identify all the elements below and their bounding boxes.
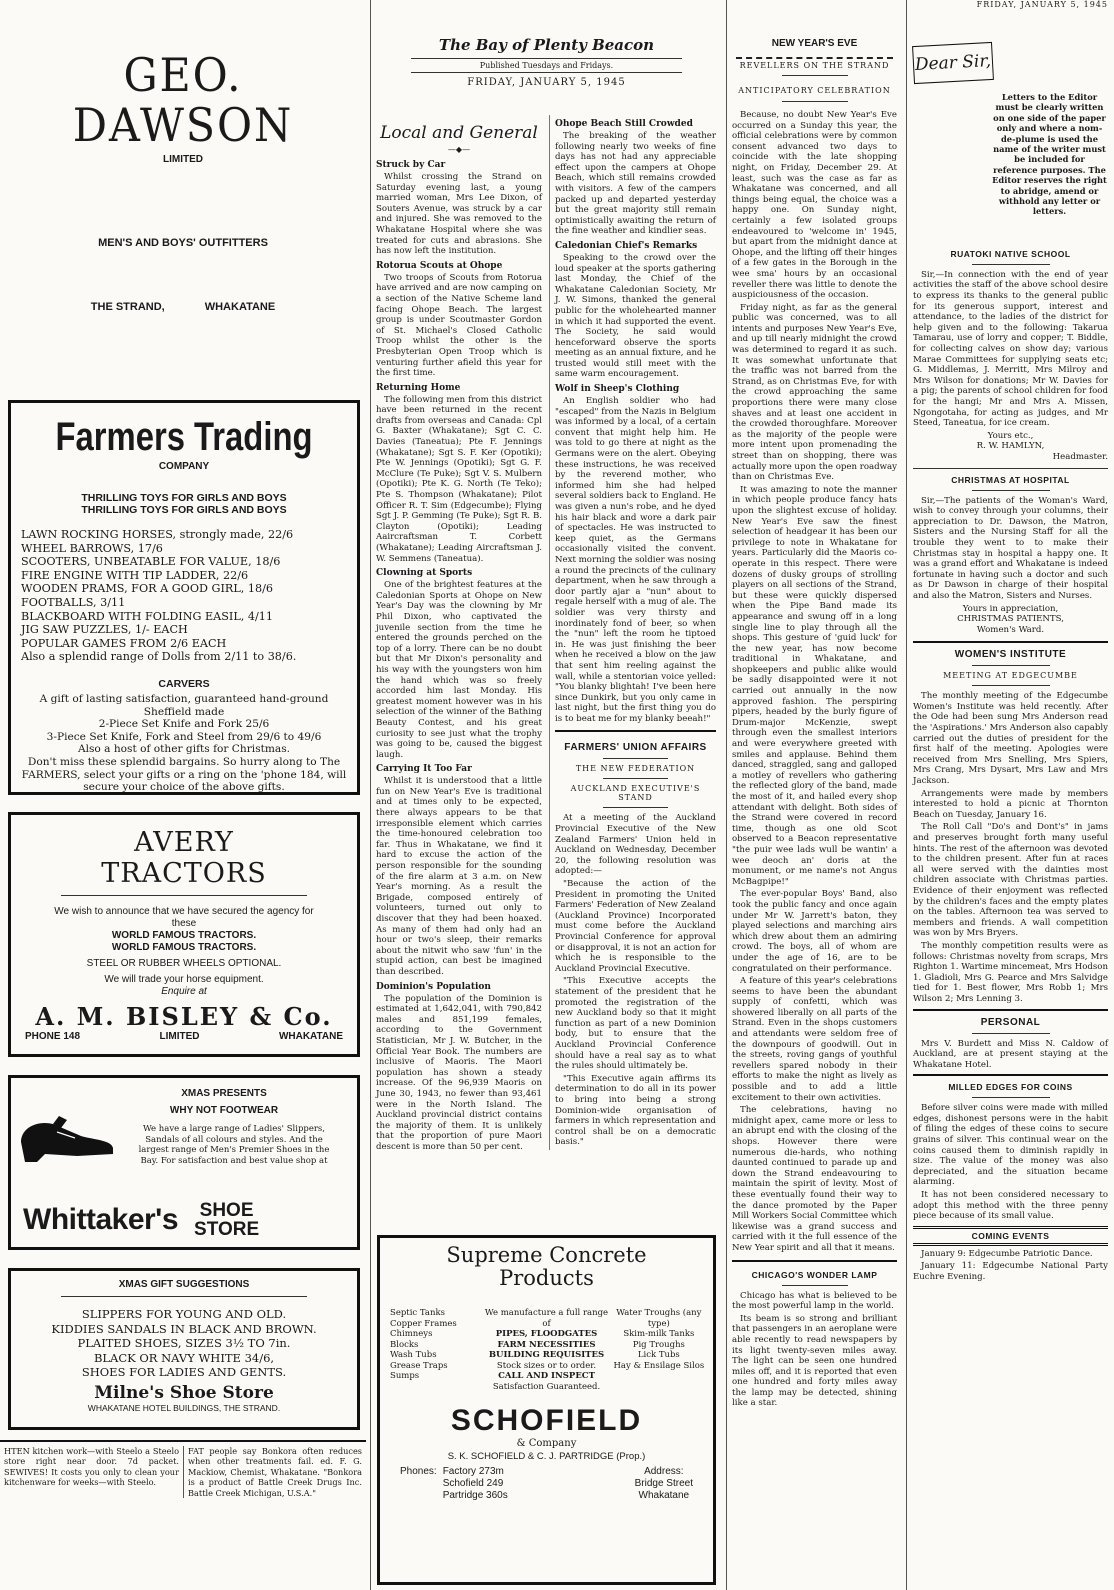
schofield-address-line: Whakatane [638, 1490, 690, 1501]
milne-head: XMAS GIFT SUGGESTIONS [61, 1279, 307, 1297]
article-body: The following men from this district have been returned in the recent drafts from overseas and Canada: Cpl G. Baxter (Whakatane); Sgt C. C. Davies (Taneatua); Pte F. Jennings (Whakatane); Sgt S. F. Ker (Opotiki); Pte W. Jennings (Opotiki); Sgt G. F. McClure (Te Puke); Sgt V. S. Mulbern (Opotiki); Pte K. G. North (Te Teko); Pte S. Thompson (Whakatane); Pilot Officer R. T. Sim (Edgecumbe); Flying Sgt J. P. Gemming (Te Puke); Sgt R. B. Clayton (Opotiki); Leading Aaircraftsman T. Corbett (Whakatane); Leading Aircraftsman J. W. Semmens (Taneatua). [376, 394, 542, 564]
whittaker-name: Whittaker's [23, 1203, 179, 1236]
milne-line: SLIPPERS FOR YOUNG AND OLD. [81, 1307, 287, 1321]
dawson-address: THE STRAND, [90, 301, 165, 313]
local-articles [376, 160, 542, 1152]
schofield-address-line: Bridge Street [634, 1478, 693, 1489]
personal-body [913, 1039, 1108, 1071]
carvers-line: 2-Piece Set Knife and Fork 25/6 [98, 718, 270, 731]
new-year-sub-1: REVELLERS ON THE STRAND [739, 61, 890, 70]
article-heading: Returning Home [376, 382, 461, 393]
farmers-item: FIRE ENGINE WITH TIP LADDER, 22/6 [21, 568, 249, 582]
farmers-item: FOOTBALLS, 3/11 [21, 595, 126, 609]
chicago-paragraph: Chicago has what is believed to be the most powerful lamp in the world. [732, 1290, 897, 1312]
ruatoki-sign-3: Headmaster. [1052, 451, 1108, 462]
header-date: FRIDAY, JANUARY 5, 1945 [976, 0, 1108, 9]
womens-sub: MEETING AT EDGECUMBE [943, 671, 1078, 681]
news-column-main [370, 0, 722, 1590]
local-general-right [549, 115, 721, 1150]
farmers-union-title: FARMERS' UNION AFFAIRS [564, 742, 707, 754]
womens-body [913, 691, 1108, 1004]
farmers-item: Also a splendid range of Dolls from 2/11 to 38/6. [21, 650, 297, 664]
paper-name: The Bay of Plenty Beacon [438, 36, 655, 54]
new-year-sub-2: ANTICIPATORY CELEBRATION [738, 86, 891, 95]
chicago-lamp [732, 1260, 897, 1410]
milne-name: Milne's Shoe Store [94, 1382, 274, 1403]
milne-line: SHOES FOR LADIES AND GENTS. [81, 1365, 287, 1379]
farmers-title: Farmers Trading [55, 415, 313, 459]
schofield-mid-line: Stock sizes or to order. [496, 1360, 597, 1371]
hospital-sign-3: Women's Ward. [976, 624, 1045, 635]
new-year-paragraph: The celebrations, having no midnight apex, came more or less to an abrupt end with the closing of the shops. However there were numerous die-hards, who nothing daunted continued to parade up and down the Strand endeavouring to maintain the spirit of levity. Most of these eventually found their way to the dance promoted by the Paper Mill Workers Social Committee which likewise was a grand success and carried with it the full essence of the New Year spirit and all that it means. [732, 1105, 897, 1253]
shoe-icon [17, 1102, 117, 1166]
article-heading: Wolf in Sheep's Clothing [555, 384, 680, 395]
article-heading: Ohope Beach Still Crowded [555, 119, 693, 129]
schofield-left-item: Chimneys [390, 1329, 433, 1339]
schofield-props: S. K. SCHOFIELD & C. J. PARTRIDGE (Prop.) [447, 1451, 646, 1462]
address-list [635, 1478, 693, 1502]
local-general-title: Local and General [380, 123, 538, 143]
title-ornament: —◆— [447, 145, 471, 154]
published-line: Published Tuesdays and Fridays. [411, 58, 682, 73]
article-heading: Dominion's Population [376, 981, 491, 992]
ruatoki-sign-2: R. W. HAMLYN, [976, 441, 1045, 452]
farmers-thrill-1: THRILLING TOYS FOR GIRLS AND BOYS [81, 492, 287, 504]
avery-line-5: We will trade your horse equipment. [104, 974, 264, 985]
article-heading: Carrying It Too Far [376, 764, 472, 775]
schofield-mid-line: BUILDING REQUISITES [488, 1350, 605, 1360]
dawson-limited: LIMITED [163, 154, 203, 165]
schofield-left-item: Grease Traps [390, 1360, 448, 1371]
letters-column [906, 0, 1114, 1590]
schofield-right-item: Lick Tubs [637, 1350, 680, 1360]
avery-line-6: Enquire at [161, 986, 207, 997]
whittaker-shoe: SHOE [199, 1200, 254, 1221]
article-body: One of the brightest features at the Caledonian Sports at Ohope on New Year's Day was the clowning by Mr Phil Dixon, who captivated the juvenile section from the time he entered the grounds perched on the top of a lorry. There can be no doubt but that Mr Dixon's personality and his way with the youngsters won him the hand which was so freely accorded him last Monday. His greatest moment however was in his selection of the winner of the Bathing Beauty Contest, and his great curiosity to see just what the trophy was going to be, caused the biggest laugh. [376, 580, 542, 760]
ruatoki-title: RUATOKI NATIVE SCHOOL [950, 248, 1071, 259]
schofield-phone: Factory 273m [442, 1466, 504, 1477]
farmers-item: SCOOTERS, UNBEATABLE FOR VALUE, 18/6 [21, 555, 281, 569]
address-label: Address: [644, 1466, 684, 1477]
whittaker-head-2: WHY NOT FOOTWEAR [169, 1105, 279, 1116]
farmers-union-sub-1: THE NEW FEDERATION [575, 764, 696, 774]
carvers-items [21, 693, 347, 794]
chicago-title: CHICAGO'S WONDER LAMP [751, 1269, 878, 1280]
whittaker-store: STORE [194, 1219, 260, 1240]
schofield-products-left [386, 1308, 482, 1392]
schofield-phone: Partridge 360s [442, 1490, 508, 1501]
avery-town: WHAKATANE [278, 1031, 343, 1042]
schofield-mid-line: PIPES, FLOODGATES [495, 1329, 598, 1339]
carvers-line: A gift of lasting satisfaction, guaranteed hand-ground Sheffield made [39, 692, 329, 718]
womens-paragraph: The Roll Call "Do's and Dont's" in jams and preserves brought forth many useful hints. The rest of the afternoon was devoted to the children present. After fun at races all were served with the dainties most children associate with Christmas parties. Evidence of their enjoyment was reflected by the children's faces and the empty plates on the tables. Afternoon tea was served to members and friends. A wall competition was won by Mrs Bryers. [913, 822, 1108, 939]
article-heading: Struck by Car [376, 160, 446, 170]
small-ads [0, 1440, 366, 1500]
dawson-name: GEO. DAWSON [72, 48, 294, 152]
carvers-line: Don't miss these splendid bargains. So hurry along to The FARMERS, select your gifts or a ring on the 'phone 184, will secure your choice of the above gifts. [21, 755, 347, 794]
milne-line: PLAITED SHOES, SIZES 3½ TO 7in. [77, 1336, 291, 1350]
farmers-thrill-2: THRILLING TOYS FOR GIRLS AND BOYS [81, 504, 287, 516]
schofield-left-item: Blocks [390, 1339, 419, 1350]
whittaker-head-1: XMAS PRESENTS [181, 1088, 267, 1099]
schofield-mid-line: We manufacture a full range of [484, 1308, 609, 1329]
avery-line-1: We wish to announce that we have secured the agency for these [54, 906, 314, 929]
hospital-paragraph: Sir,—The patients of the Woman's Ward, wish to convey through your columns, their appreciation to Dr. Dawson, the Matron, Sisters and the Nursing Staff for all the trouble they went to to make their Christmas stay in hospital a happy one. It was a grand effort and Whakatane is indeed fortunate in having such a doctor and such as Dr Dawson in charge of their hospital and also the Matron, Sisters and Nurses. [913, 495, 1108, 601]
events-title: COMING EVENTS [971, 1230, 1050, 1241]
ruatoki-body [913, 270, 1108, 429]
phones-label: Phones: [400, 1466, 437, 1477]
article-body: The breaking of the weather following nearly two weeks of fine days has not had any appreciable effect upon the campers at Ohope Beach, which still remains crowded with visitors. A few of the campers packed up and departed yesterday but the great majority still remain optimistically awaiting the return of the fine weather and kindlier seas. [555, 131, 716, 237]
event-item: January 11: Edgecumbe National Party Euchre Evening. [913, 1261, 1108, 1282]
schofield-title-1: Supreme Concrete [446, 1243, 647, 1267]
farmers-item: JIG SAW PUZZLES, 1/- EACH [21, 623, 188, 637]
avery-limited: LIMITED [159, 1031, 200, 1042]
farmers-carvers: CARVERS [158, 677, 210, 690]
farmers-union-sub-2: AUCKLAND EXECUTIVE'S STAND [570, 784, 701, 803]
schofield-left-item: Sumps [390, 1371, 420, 1381]
carvers-line: Also a host of other gifts for Christmas. [77, 743, 291, 756]
coins-paragraph: Before silver coins were made with milled edges, dishonest persons were in the habit of filing the edges of these coins to secure grains of silver. This continual wear on the coins caused them to diminish rapidly in size. The value of the money was also depreciated, and the situation became alarming. [913, 1103, 1108, 1188]
farmers-union-paragraph: "This Executive accepts the statement of the president that he promoted the registration of the new Auckland body so that it might function as part of a new Dominion body, but to ensure that the Auckland Provincial Conference should have a real say as to what the rules should ultimately be. [555, 976, 716, 1072]
farmers-union-paragraph: At a meeting of the Auckland Provincial Executive of the New Zealand Farmers' Union held in Auckland on Wednesday, December 20, the following resolution was adopted:— [555, 813, 716, 877]
womens-title: WOMEN'S INSTITUTE [954, 649, 1067, 661]
ads-column [0, 0, 366, 1590]
article-heading: Caledonian Chief's Remarks [555, 240, 698, 251]
farmers-item: POPULAR GAMES FROM 2/6 EACH [21, 636, 227, 650]
schofield-products-right [611, 1308, 707, 1392]
ruatoki-sign-1: Yours etc., [987, 430, 1034, 441]
schofield-mid-line: FARM NECESSITIES [497, 1339, 596, 1350]
schofield-company: & Company [516, 1438, 577, 1449]
farmers-union-paragraph: "Because the action of the President in promoting the United Farmers' Federation of New Zealand (Auckland Province) Incorporated must come before the Auckland Provincial Conference for approval or disapproval, it is not an action for which he is responsible to the Auckland Provincial Executive. [555, 879, 716, 974]
article-body: An English soldier who had "escaped" from the Nazis in Belgium was informed by a local, of a certain convent that might help him. He was told to go there at night as the Germans were on the alert. Obeying these instructions, he was received by the reverend mother, who informed him she had helped several soldiers back to England. He was given a nun's robe, and he dyed his hair black and wore a dark pair of spectacles. He was instructed to keep quiet, as the Germans occasionally visited the convent. Next morning the soldier was nosing a round the precincts of the culinary department, when he saw through a door partly ajar a "nun" about to regale herself with a mug of ale. The soldier was very thirsty and inordinately fond of beer, so when the "nun" left the room he tiptoed in. He was just finishing the beer when he received a blow on the jaw that sent him reeling against the wall, while a stentorian voice yelled: "You blanky blightah! I've been here since Dunkirk, but you only came in last night, but the first thing you do is to beat me for my blanky beeah!" [555, 396, 716, 724]
whittaker-shoe-ad [8, 1075, 360, 1250]
dear-sir-script: Dear Sir, [912, 42, 994, 84]
chicago-body [732, 1291, 897, 1410]
avery-tractors-ad [8, 812, 360, 1057]
milne-items [21, 1307, 347, 1380]
avery-title: AVERY TRACTORS [61, 827, 307, 896]
new-year-paragraph: The ever-popular Boys' Band, also took the public fancy and once again under Mr W. Jarrett's baton, they played selections and marching airs which drew about them an admiring crowd. The boys, all of whom are under the age of 16, are to be congratulated on their performance. [732, 889, 897, 974]
farmers-items [21, 528, 347, 664]
schofield-ad [377, 1235, 716, 1585]
schofield-left-item: Copper Frames [390, 1318, 457, 1329]
farmers-item: WOODEN PRAMS, FOR A GOOD GIRL, 18/6 [21, 582, 273, 596]
hospital-sign-2: CHRISTMAS PATIENTS, [957, 614, 1064, 625]
new-year-paragraph: It was amazing to note the manner in which people produce fancy hats upon the slightest excuse of holiday. New Year's Eve saw the finest selection of headgear it has been our privilege to note in Whakatane for years. Particularly did the Maoris co-operate in this respect. There were dozens of dusky groups of strolling players on all sections of the Strand, but these were quickly dispersed when the Pipe Band made its appearance and swung off in a long single line to play through all the shops. This gesture of 'guid luck' for the new year, has now become traditional in Whakatane, and shopkeepers and public alike would be sadly disappointed were it not carried out annually in the now approved fashion. The perspiring pipers, headed by the burly figure of Drum-major McKenzie, swept through even the smallest interiors and were everywhere greeted with smiles and applause. Behind them danced, straggled, sang and galloped a motley of revellers who gathering the reflected glory of the band, made the most of it, and hailed every shop attendant with delight. Both sides of the Strand were covered in record time, though as one old Scot observed to a Beacon representative "the puir wee lads wull be wantin' a wee deoch an' doris at the monument, or me name's not Angus McBagpipe!" [732, 484, 897, 887]
dawson-ad [4, 50, 362, 350]
bonkora-ad: FAT people say Bonkora often reduces when other treatments fail. ed. F. G. Mackiow, Chemist, Whakatane. "Bonkora is a product of Battle Creek Drugs Inc. Battle Creek Michigan, U.S.A." [183, 1446, 366, 1498]
article-body: The population of the Dominion is estimated at 1,642,041, with 790,842 males and 851,199 females, according to the Government Statistician, Mr J. W. Butcher, in the Official Year Book. The numbers are inclusive of Maoris. The Maori population has shown a steady increase. Of the 96,939 Maoris on June 30, 1943, no fewer than 93,461 were in the North Island. The Auckland provincial district contains the majority of them. It is unlikely that the proportion of pure Maori descent is more than 50 per cent. [376, 993, 542, 1152]
schofield-title-2: Products [499, 1266, 594, 1290]
farmers-company: COMPANY [158, 461, 210, 472]
schofield-right-item: Skim-milk Tanks [623, 1329, 695, 1339]
steelo-ad: HTEN kitchen work—with Steelo a Steelo store right near door. 7d packet. SEWIVES! It costs you only to clean your kitchenware for weeks—with Steelo. [4, 1446, 179, 1488]
hospital-sign-1: Yours in appreciation, [962, 603, 1059, 614]
dawson-tagline: MEN'S AND BOYS' OUTFITTERS [98, 237, 268, 249]
letters-note: Letters to the Editor must be clearly written on one side of the paper only and where a nom-de-plume is used the name of the writer must be included for reference purposes. The Editor reserves the right to abridge, amend or withhold any letter or letters. [992, 92, 1107, 217]
farmers-trading-ad [8, 400, 360, 795]
coins-body [913, 1103, 1108, 1222]
article-body: Whilst it is understood that a little fun on New Year's Eve is traditional and at times only to be expected, there always appears to be that irresponsible element which carries the time-honoured celebration too far. Thus in Whakatane, we find it hard to excuse the action of the person responsible for the sounding of the fire alarm at 3 a.m. on New Year's morning. As a result the Brigade, composed entirely of volunteers, turned out only to discover that they had been hoaxed. As many of them had only had an hour or two's sleep, their remarks about the nitwit who saw 'fun' in the stupid action, can best be imagined than described. [376, 776, 542, 977]
new-year-title: NEW YEAR'S EVE [771, 38, 858, 49]
milne-shoe-ad [8, 1268, 360, 1430]
farmers-union-paragraph: "This Executive again affirms its determination to do all in its power to bring into being a strong Dominion-wide organisation of farmers in which representation and control shall be on a democratic basis." [555, 1073, 716, 1148]
avery-line-3: WORLD FAMOUS TRACTORS. [111, 942, 257, 953]
milne-line: BLACK OR NAVY WHITE 34/6, [93, 1350, 275, 1365]
article-heading: Clowning at Sports [376, 568, 473, 579]
whittaker-body: We have a large range of Ladies' Slippers, Sandals of all colours and styles. And the largest range of Men's Premier Shoes in the Bay. For satisfaction and best value shop at [138, 1124, 330, 1166]
womens-paragraph: Arrangements were made by members interested to hold a picnic at Thornton Beach on Tuesday, January 16. [913, 788, 1108, 820]
local-articles-2 [555, 119, 716, 724]
hospital-title: CHRISTMAS AT HOSPITAL [951, 474, 1070, 485]
hospital-body [913, 496, 1108, 602]
new-year-body [732, 110, 897, 1254]
new-year-paragraph: Friday night, as far as the general public was concerned, was to all intents and purposes New Year's Eve, and up till nearly midnight the crowd was determined to regard it as such. It was somewhat unfortunate that the traffic was not barred from the Strand, as on Christmas Eve, for with the crowd approaching the same proportions there were many close shaves and at least one accident in the crowded thoroughfare. Moreover as the majority of the people were more intent upon promenading the street than on shopping, there was actually more upon the open roadway than on Christmas Eve. [732, 302, 897, 483]
womens-paragraph: The monthly competition results were as follows: Christmas novelty from scraps, Mrs Righton 1. Wartime mincemeat, Mrs Hodson 1. Gladioli, Mrs G. Pearce and Mrs Salvidge tied for 1. Best flower, Mrs Robb 1; Mrs Wilson 2; Mrs Lenning 3. [913, 940, 1108, 1004]
milne-line: KIDDIES SANDALS IN BLACK AND BROWN. [51, 1321, 317, 1336]
milne-address: WHAKATANE HOTEL BUILDINGS, THE STRAND. [87, 1402, 281, 1413]
coins-paragraph: It has not been considered necessary to adopt this method with the three penny piece because of its small value. [913, 1190, 1108, 1222]
farmers-union-body [555, 813, 716, 1147]
events-body [913, 1249, 1108, 1283]
schofield-right-item: Water Troughs (any type) [616, 1308, 702, 1329]
carvers-line: 3-Piece Set Knife, Fork and Steel from 29/6 to 49/6 [46, 730, 322, 743]
avery-line-4: STEEL OR RUBBER WHEELS OPTIONAL. [86, 958, 282, 969]
avery-phone: PHONE 148 [25, 1031, 81, 1042]
local-general-left [371, 115, 547, 1154]
phones-list [443, 1466, 508, 1502]
news-column-new-year [726, 0, 902, 1590]
avery-line-2: WORLD FAMOUS TRACTORS. [111, 930, 257, 941]
article-heading: Rotorua Scouts at Ohope [376, 260, 503, 271]
farmers-item: WHEEL BARROWS, 17/6 [21, 541, 163, 555]
article-body: Whilst crossing the Strand on Saturday evening last, a young married woman, Mrs Lee Dixon, of Souters Avenue, was struck by a car and injured. She was removed to the Whakatane Hospital where she was treated for cuts and abrasions. She has now left the institution. [376, 172, 542, 257]
personal-paragraph: Mrs V. Burdett and Miss N. Caldow of Auckland, are at present staying at the Whakatane Hotel. [913, 1038, 1108, 1070]
schofield-products-mid [482, 1308, 610, 1392]
coins-title: MILLED EDGES FOR COINS [948, 1082, 1073, 1093]
article-body: Two troops of Scouts from Rotorua have arrived and are now camping on a section of the Native Scheme land facing Ohope Beach. The largest group is under Scoutmaster Gordon of St. Michael's Closed Catholic Troop whilst the other is the Presbyterian Open Troop which is venturing further afield this year for the first time. [376, 272, 542, 379]
farmers-union [555, 730, 716, 1147]
schofield-right-item: Pig Troughs [632, 1339, 685, 1350]
womens-paragraph: The monthly meeting of the Edgecumbe Women's Institute was held recently. After the Ode had been sung Mrs Anderson read the 'Aspirations.' Mrs Anderson also capably carried out the duties of president for the first half of the meeting. Apologies were received from Mrs Snelling, Mrs Spiers, Mrs Crang, Mrs Dysart, Mrs Law and Mrs Jackson. [913, 691, 1108, 787]
dawson-town: WHAKATANE [204, 301, 276, 313]
schofield-mid-line: Satisfaction Guaranteed. [492, 1381, 601, 1392]
schofield-left-item: Septic Tanks [390, 1308, 445, 1318]
schofield-left-item: Wash Tubs [390, 1350, 437, 1360]
event-item: January 9: Edgecumbe Patriotic Dance. [921, 1248, 1093, 1259]
ruatoki-paragraph: Sir,—In connection with the end of year activities the staff of the above school desire to express its thanks to the general public for its generous support, interest and attendance, to the ladies of the district for help given and to the following: Takarua Tamarau, use of lorry and copper; T. Biddle, for collecting calves on show day; various Marae Committees for supplying seats etc; G. Middlemas, J. Merritt, Mrs Milroy and Mrs Wilson for donations; Mr W. Davies for a pig; the parents of school children for food for the hangi; Mr and Mrs A. Missen, Ngongotaha, for acting as judges, and Mr Steed, Taneatua, for ice cream. [913, 269, 1108, 429]
schofield-mid-line: CALL AND INSPECT [498, 1371, 595, 1381]
farmers-item: BLACKBOARD WITH FOLDING EASIL, 4/11 [21, 609, 273, 623]
chicago-paragraph: Its beam is so strong and brilliant that passengers in an aeroplane were able recently to read newspapers by its light twenty-seven miles away. The light can be seen one hundred miles off, and it is reported that even one hundred and forty miles away the lamp may be detected, shining like a star. [732, 1313, 897, 1409]
avery-firm: A. M. BISLEY & Co. [35, 1002, 333, 1031]
new-year-paragraph: A feature of this year's celebrations seems to have been the abundant supply of confetti, which was showered liberally on all parts of the Strand. Even in the shops customers and attendants were seldom free of the downpours of goodwill. Out in the streets, roving gangs of youthful revellers spared nobody in their efforts to make the night as lively as possible and to add a little excitement to their own activities. [732, 976, 897, 1103]
schofield-phone: Schofield 249 [442, 1478, 504, 1489]
edition-date: FRIDAY, JANUARY 5, 1945 [467, 77, 626, 88]
schofield-right-item: Hay & Ensilage Silos [613, 1360, 705, 1371]
schofield-name: SCHOFIELD [450, 1404, 643, 1437]
farmers-item: LAWN ROCKING HORSES, strongly made, 22/6 [21, 528, 294, 541]
personal-title: PERSONAL [980, 1016, 1041, 1028]
new-year-paragraph: Because, no doubt New Year's Eve occurred on a Sunday this year, the official celebrations were by common consent advanced two days to coincide with the late shopping night, on Friday, December 29. At least, such was the case as far as Whakatane was concerned, and all things being equal, the choice was a happy one. On Sunday night, certainly a few isolated groups endeavoured to 'welcome in' 1945, but apart from the midnight dance at Ohope, and the lifting off their hinges of a few gates in the Borough in the wee sma' hours by an occasional reveller there was little to denote the auspiciousness of the occasion. [732, 110, 897, 301]
article-body: Speaking to the crowd over the loud speaker at the sports gathering last Monday, the Chief of the Whakatane Caledonian Society, Mr J. W. Simons, thanked the general public for the wholehearted manner in which it had supported the event. The Society, he said would henceforward observe the sports meeting as an annual fixture, and he trusted would still meet with the same warm encouragement. [555, 252, 716, 380]
